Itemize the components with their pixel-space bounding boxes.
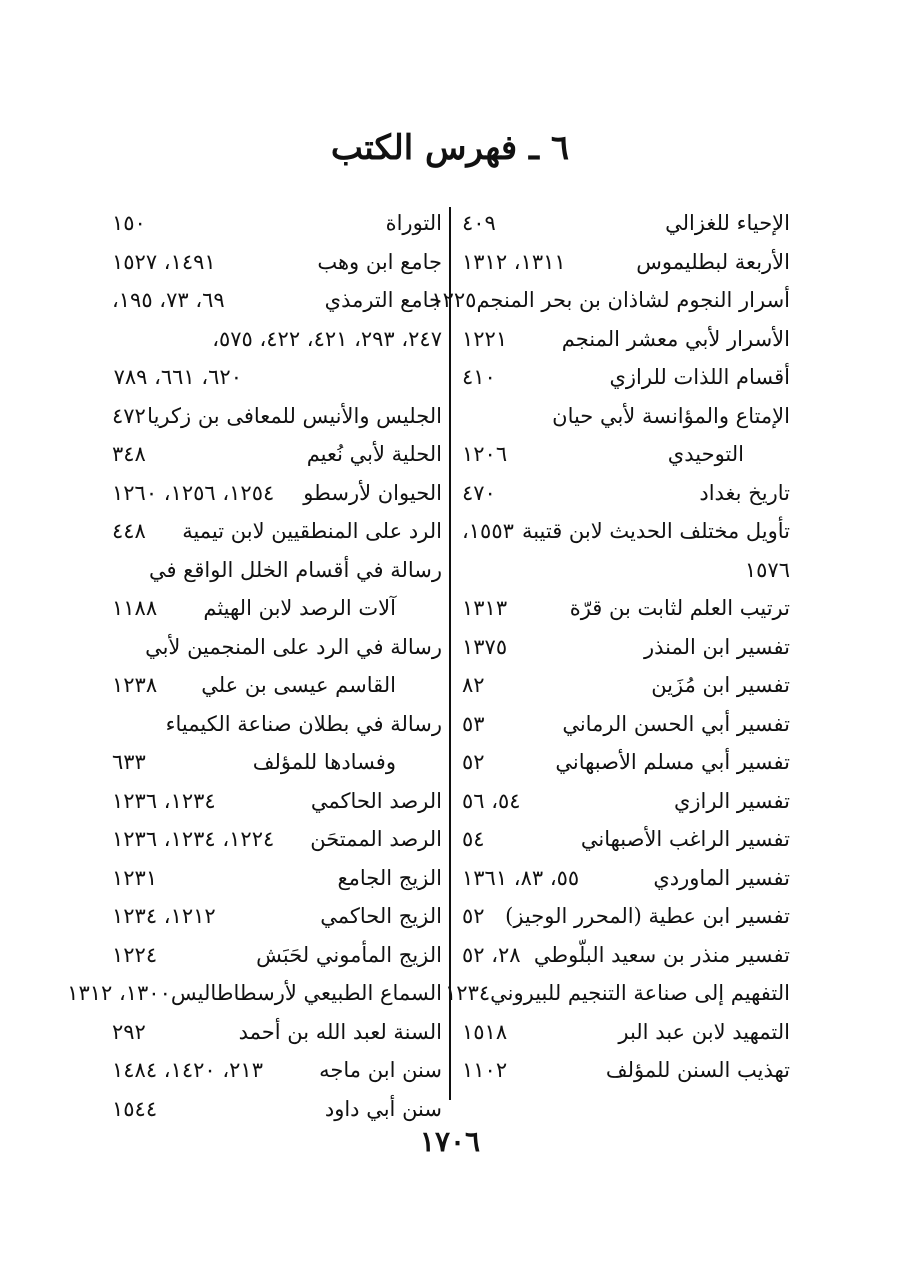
column-divider xyxy=(449,207,451,1100)
book-title: تفسير أبي الحسن الرماني xyxy=(562,711,790,736)
book-title: الجليس والأنيس للمعافى بن زكريا xyxy=(147,403,442,428)
book-title: رسالة في أقسام الخلل الواقع في xyxy=(148,557,442,582)
index-entry xyxy=(462,1051,790,1090)
page-refs: ١٥٠ xyxy=(112,211,146,235)
book-title: تاريخ بغداد xyxy=(699,480,790,505)
index-entry xyxy=(112,666,442,705)
index-entry xyxy=(462,666,790,705)
page-refs: ١٢٢٥ xyxy=(431,288,477,312)
page-refs: ١٣٠٠، ١٣١٢ xyxy=(67,981,171,1005)
index-entry xyxy=(462,474,790,513)
page-refs: ١٢٢٤ xyxy=(112,942,158,967)
page-refs: ٢٩٢ xyxy=(112,1019,146,1044)
index-entry xyxy=(462,820,790,859)
page-refs: ٤٧٠ xyxy=(462,480,496,505)
page-refs: ١٢٢٤، ١٢٣٤، ١٢٣٦ xyxy=(112,827,275,851)
book-title: تفسير منذر بن سعيد البلّوطي xyxy=(533,942,790,967)
index-entry xyxy=(462,512,790,551)
book-title: آلات الرصد لابن الهيثم xyxy=(203,596,396,620)
page-refs: ٥٥، ٨٣، ١٣٦١ xyxy=(462,865,580,890)
index-entry xyxy=(462,435,790,474)
index-entry xyxy=(462,705,790,744)
book-title: تهذيب السنن للمؤلف xyxy=(605,1058,790,1082)
index-entry xyxy=(462,204,790,243)
page-refs: ١٤٩١، ١٥٢٧ xyxy=(112,249,216,274)
page-refs: ١٥١٨ xyxy=(462,1019,508,1044)
book-title: السنة لعبد الله بن أحمد xyxy=(238,1019,442,1044)
page-refs: ١٢٣٤ xyxy=(445,981,491,1005)
page-refs: ١١٠٢ xyxy=(462,1058,508,1082)
page-refs: ٥٤ xyxy=(462,827,485,851)
book-title: الحيوان لأرسطو xyxy=(303,480,442,505)
book-title: الزيج المأموني لحَبَش xyxy=(256,942,442,967)
book-title: أسرار النجوم لشاذان بن بحر المنجم xyxy=(476,288,790,312)
book-title: الرد على المنطقيين لابن تيمية xyxy=(182,519,442,543)
index-entry xyxy=(462,1013,790,1052)
index-entry xyxy=(112,705,442,744)
book-title: جامع ابن وهب xyxy=(317,249,442,274)
index-entry-continuation: ١٥٧٦ xyxy=(744,557,790,582)
index-entry xyxy=(112,1051,442,1090)
index-column-left xyxy=(67,204,442,1128)
page-refs: ٢٨، ٥٢ xyxy=(462,942,521,967)
index-entry-continuation: ٢٤٧، ٢٩٣، ٤٢١، ٤٢٢، ٥٧٥، xyxy=(212,326,442,351)
book-title: التمهيد لابن عبد البر xyxy=(618,1019,790,1044)
page-refs: ١٣١٣ xyxy=(462,596,508,620)
book-title: رسالة في الرد على المنجمين لأبي xyxy=(145,634,442,659)
book-title: تفسير الراغب الأصبهاني xyxy=(580,827,790,851)
page-refs: ٤١٠ xyxy=(462,365,496,389)
index-column-right xyxy=(431,204,790,1090)
index-entry xyxy=(462,897,790,936)
index-entry xyxy=(67,974,442,1013)
index-entry xyxy=(112,859,442,898)
index-entry xyxy=(462,743,790,782)
page-refs: ٦٩، ٧٣، ١٩٥، xyxy=(112,288,225,312)
book-title: التفهيم إلى صناعة التنجيم للبيروني xyxy=(490,981,790,1005)
index-entry xyxy=(462,589,790,628)
page-refs: ٤٤٨ xyxy=(112,519,146,543)
index-entry xyxy=(112,897,442,936)
index-entry xyxy=(112,589,442,628)
index-entry xyxy=(112,743,442,782)
page-number: ١٧٠٦ xyxy=(419,1125,481,1158)
index-entry xyxy=(112,204,442,243)
book-title: تفسير الماوردي xyxy=(653,865,790,890)
book-title: الرصد الحاكمي xyxy=(310,788,442,813)
book-title: تفسير ابن مُزَين xyxy=(651,673,790,697)
index-entry xyxy=(462,358,790,397)
index-entry xyxy=(112,512,442,551)
book-title: الحلية لأبي نُعيم xyxy=(306,442,442,466)
index-entry xyxy=(112,435,442,474)
book-title: الأربعة لبطليموس xyxy=(636,249,790,274)
page-refs: ٤٠٩ xyxy=(462,211,496,235)
book-title: سنن ابن ماجه xyxy=(319,1058,442,1082)
page-refs: ٤٧٢ xyxy=(112,403,146,428)
index-entry xyxy=(112,936,442,975)
index-entry xyxy=(445,974,790,1013)
index-entry xyxy=(112,1013,442,1052)
page-refs: ١٥٥٣، xyxy=(462,519,514,543)
book-title: تفسير ابن المنذر xyxy=(643,634,790,659)
index-entry xyxy=(112,551,442,590)
book-title: الإحياء للغزالي xyxy=(665,211,790,235)
page-refs: ٣٤٨ xyxy=(112,442,146,466)
page-refs: ٥٢ xyxy=(462,904,485,928)
index-entry xyxy=(112,820,442,859)
book-title: أقسام اللذات للرازي xyxy=(609,365,790,389)
page-refs: ١٢٠٦ xyxy=(462,442,508,466)
page-title: ٦ ـ فهرس الكتب xyxy=(330,128,570,168)
book-title: جامع الترمذي xyxy=(324,288,442,312)
page-refs: ١٣١١، ١٣١٢ xyxy=(462,249,566,274)
page-refs: ١٣٧٥ xyxy=(462,634,508,659)
page-refs: ١١٨٨ xyxy=(112,596,158,620)
book-title: التوراة xyxy=(385,211,442,235)
page-refs: ٥٣ xyxy=(462,711,485,736)
page-refs: ١٢٥٤، ١٢٥٦، ١٢٦٠ xyxy=(112,480,275,505)
page-refs: ١٢١٢، ١٢٣٤ xyxy=(112,904,216,928)
book-title: وفسادها للمؤلف xyxy=(252,750,396,774)
page-refs: ٢١٣، ١٤٢٠، ١٤٨٤ xyxy=(112,1058,263,1082)
book-title: الإمتاع والمؤانسة لأبي حيان xyxy=(552,403,790,428)
index-entry xyxy=(112,782,442,821)
page-refs: ١٢٢١ xyxy=(462,326,508,351)
book-title: الزيج الحاكمي xyxy=(320,904,442,928)
book-title: تفسير الرازي xyxy=(673,788,790,813)
index-entry xyxy=(112,1090,442,1129)
book-title: السماع الطبيعي لأرسطاطاليس xyxy=(170,981,442,1005)
book-title: تفسير ابن عطية (المحرر الوجيز) xyxy=(505,904,790,928)
index-entry xyxy=(112,243,442,282)
book-title: التوحيدي xyxy=(667,442,744,466)
page-refs: ٦٣٣ xyxy=(112,750,146,774)
book-title: ترتيب العلم لثابت بن قرّة xyxy=(569,596,790,620)
book-title: تفسير أبي مسلم الأصبهاني xyxy=(555,750,790,774)
book-title: القاسم عيسى بن علي xyxy=(201,673,396,697)
index-entry xyxy=(112,281,442,320)
page-refs: ٥٤، ٥٦ xyxy=(462,788,521,813)
index-entry xyxy=(462,782,790,821)
index-entry xyxy=(462,859,790,898)
index-entry xyxy=(112,397,442,436)
page-refs: ١٢٣١ xyxy=(112,865,158,890)
page-refs: ٥٢ xyxy=(462,750,485,774)
index-entry xyxy=(462,243,790,282)
book-title: رسالة في بطلان صناعة الكيمياء xyxy=(165,711,442,736)
book-title: الرصد الممتحَن xyxy=(310,827,442,851)
index-entry xyxy=(112,628,442,667)
index-entry-continuation: ٦٢٠، ٦٦١، ٧٨٩ xyxy=(113,365,242,389)
index-entry xyxy=(462,628,790,667)
index-entry xyxy=(462,936,790,975)
index-entry xyxy=(431,281,790,320)
book-title: تأويل مختلف الحديث لابن قتيبة xyxy=(521,519,790,543)
index-entry xyxy=(462,397,790,436)
book-title: الأسرار لأبي معشر المنجم xyxy=(561,326,790,351)
book-title: الزيج الجامع xyxy=(337,865,442,890)
book-title: سنن أبي داود xyxy=(324,1096,442,1121)
page-refs: ١٥٤٤ xyxy=(112,1096,158,1121)
page-refs: ١٢٣٤، ١٢٣٦ xyxy=(112,788,216,813)
index-entry xyxy=(112,474,442,513)
page-refs: ٨٢ xyxy=(462,673,485,697)
page-refs: ١٢٣٨ xyxy=(112,673,158,697)
index-entry xyxy=(462,320,790,359)
